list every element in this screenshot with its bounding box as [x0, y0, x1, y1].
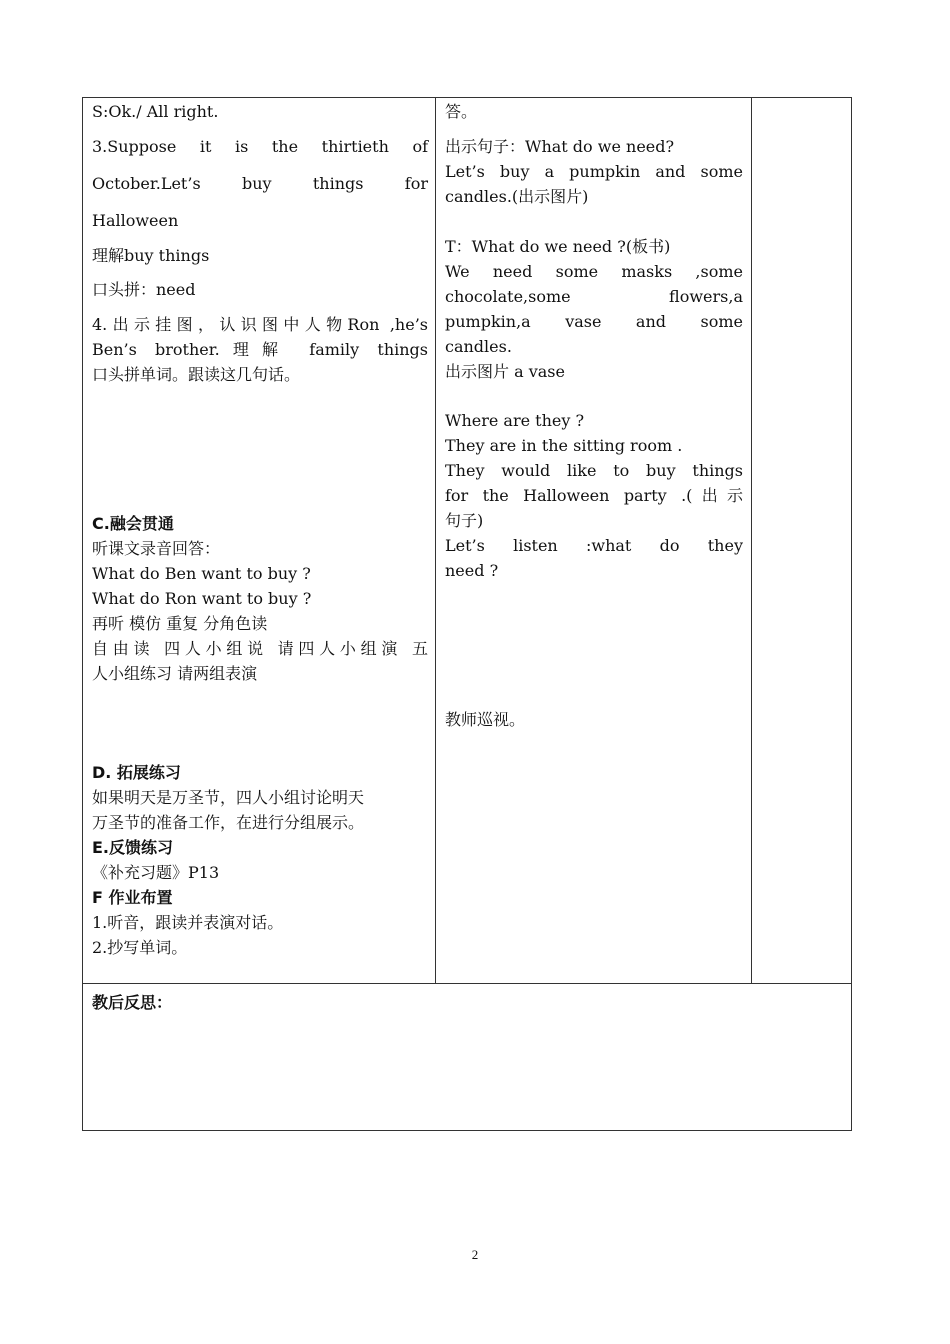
- reflection-label: 教后反思：: [92, 993, 173, 1012]
- text-line: pumpkin,a vase and some: [445, 312, 743, 331]
- text-line: We need some masks ,some: [445, 262, 743, 281]
- text-line: 口头拼单词。跟读这几句话。: [92, 365, 301, 384]
- text-line: 答。: [445, 102, 478, 121]
- text-line: 句子): [445, 511, 484, 530]
- text-line: They are in the sitting room .: [445, 436, 683, 455]
- text-line: 《补充习题》P13: [92, 863, 220, 882]
- text-line: 如果明天是万圣节，四人小组讨论明天: [92, 788, 365, 807]
- text-line: 理解buy things: [92, 246, 210, 265]
- text-line: candles.(出示图片): [445, 187, 589, 206]
- text-line: 人小组练习 请两组表演: [92, 664, 258, 683]
- text-line: Let’s buy a pumpkin and some: [445, 162, 743, 181]
- text-line: 4.出示挂图，认识图中人物Ron ,he’s: [92, 315, 428, 334]
- text-line: 3.Suppose it is the thirtieth of: [92, 137, 428, 156]
- text-line: What do Ben want to buy ?: [92, 564, 311, 583]
- text-line: 出示图片 a vase: [445, 362, 565, 381]
- column-divider: [751, 98, 752, 983]
- text-line: 1.听音，跟读并表演对话。: [92, 913, 284, 932]
- text-line: 2.抄写单词。: [92, 938, 188, 957]
- text-line: 口头拼：need: [92, 280, 196, 299]
- column-divider: [435, 98, 436, 983]
- page-number: 2: [471, 1247, 479, 1262]
- text-line: They would like to buy things: [445, 461, 743, 480]
- text-line: need ?: [445, 561, 499, 580]
- text-line: Ben’s brother.理解 family things: [92, 340, 428, 359]
- text-line: T：What do we need ?(板书): [445, 237, 671, 256]
- text-line: What do Ron want to buy ?: [92, 589, 312, 608]
- text-line: 教师巡视。: [445, 710, 526, 729]
- lesson-plan-table: [82, 97, 852, 1131]
- text-line: 万圣节的准备工作，在进行分组展示。: [92, 813, 365, 832]
- section-heading: F 作业布置: [92, 888, 173, 907]
- text-line: for the Halloween party .(出示: [445, 486, 743, 505]
- text-line: October.Let’s buy things for: [92, 174, 428, 193]
- section-heading: C.融会贯通: [92, 514, 174, 533]
- text-line: candles.: [445, 337, 512, 356]
- section-heading: D. 拓展练习: [92, 763, 181, 782]
- section-heading: E.反馈练习: [92, 838, 174, 857]
- row-divider: [83, 983, 851, 984]
- text-line: Where are they ?: [445, 411, 585, 430]
- text-line: 自由读 四人小组说 请四人小组演 五: [92, 639, 428, 658]
- text-line: 出示句子：What do we need?: [445, 137, 675, 156]
- text-line: S:Ok./ All right.: [92, 102, 219, 121]
- text-line: chocolate,some flowers,a: [445, 287, 743, 306]
- text-line: 再听 模仿 重复 分角色读: [92, 614, 268, 633]
- text-line: Halloween: [92, 211, 179, 230]
- text-line: 听课文录音回答：: [92, 539, 221, 558]
- text-line: Let’s listen :what do they: [445, 536, 743, 555]
